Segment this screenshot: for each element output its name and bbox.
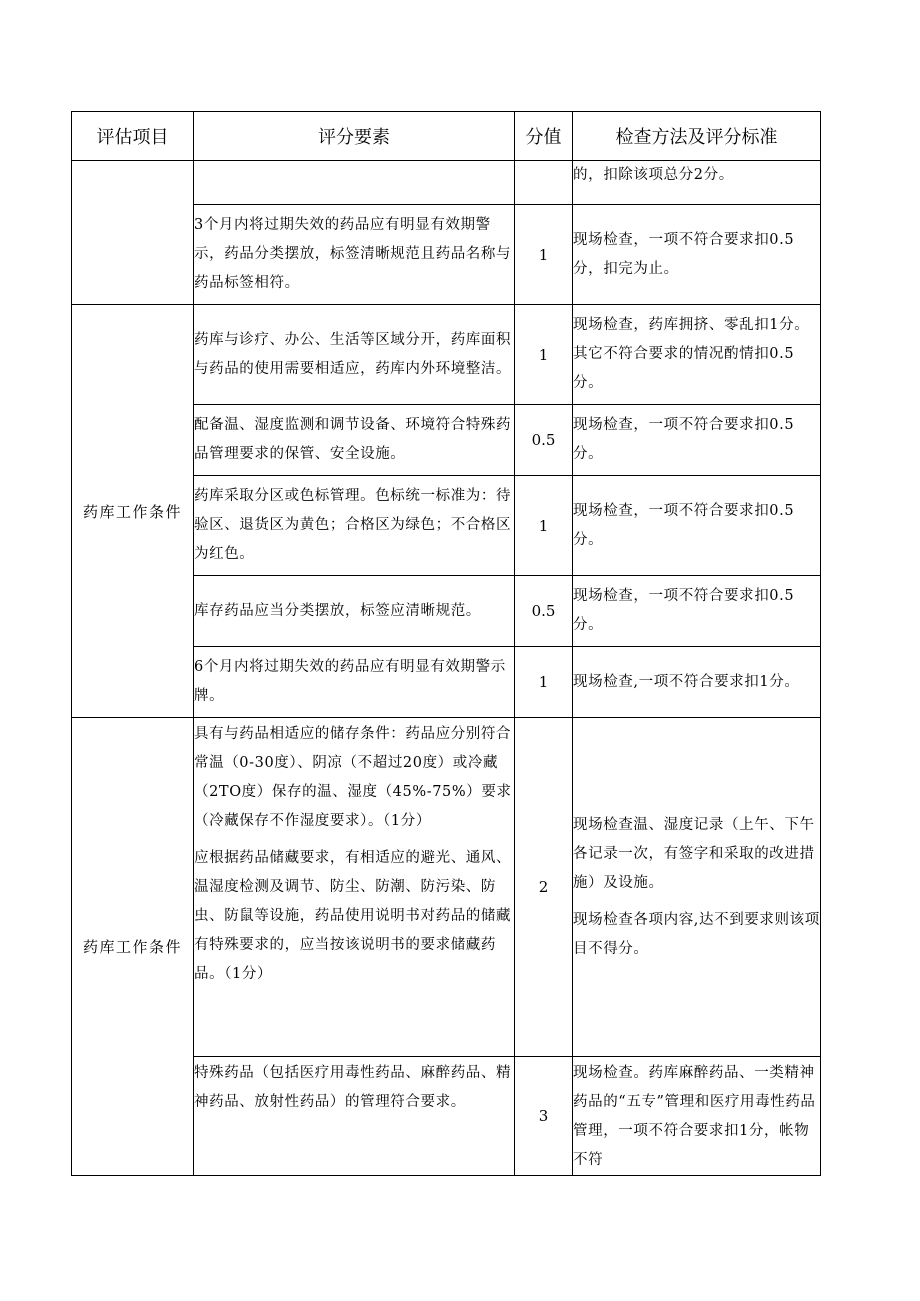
category-cell: 药库工作条件 <box>72 305 194 718</box>
table-row <box>72 718 821 1057</box>
criteria-cell: 6个月内将过期失效的药品应有明显有效期警示牌。 <box>194 647 515 718</box>
method-cell <box>573 718 821 1057</box>
score-cell: 1 <box>515 205 573 305</box>
method-cell: 现场检查，一项不符合要求扣0.5分，扣完为止。 <box>573 205 821 305</box>
category-cell: 药库工作条件 <box>72 718 194 1176</box>
header-score: 分值 <box>515 112 573 161</box>
criteria-cell: 药库与诊疗、办公、生活等区域分开，药库面积与药品的使用需要相适应，药库内外环境整洁。 <box>194 305 515 405</box>
score-cell: 0.5 <box>515 576 573 647</box>
method-cell: 现场检查，药库拥挤、零乱扣1分。其它不符合要求的情况酌情扣0.5分。 <box>573 305 821 405</box>
header-item: 评估项目 <box>72 112 194 161</box>
method-cell: 现场检查,一项不符合要求扣1分。 <box>573 647 821 718</box>
method-cell: 现场检查。药库麻醉药品、一类精神药品的“五专”管理和医疗用毒性药品管理，一项不符合要求扣1分，帐物不符 <box>573 1057 821 1176</box>
header-criteria: 评分要素 <box>194 112 515 161</box>
criteria-cell: 3个月内将过期失效的药品应有明显有效期警示，药品分类摆放，标签清晰规范且药品名称与药品标签相符。 <box>194 205 515 305</box>
criteria-cell: 配备温、湿度监测和调节设备、环境符合特殊药品管理要求的保管、安全设施。 <box>194 405 515 476</box>
method-cell: 现场检查，一项不符合要求扣0.5分。 <box>573 405 821 476</box>
score-cell: 2 <box>515 718 573 1057</box>
score-cell: 0.5 <box>515 405 573 476</box>
table-row <box>72 305 821 405</box>
header-method: 检查方法及评分标准 <box>573 112 821 161</box>
criteria-cell: 特殊药品（包括医疗用毒性药品、麻醉药品、精神药品、放射性药品）的管理符合要求。 <box>194 1057 515 1176</box>
method-paragraph: 现场检查各项内容,达不到要求则该项目不得分。 <box>573 911 820 957</box>
criteria-paragraph: 应根据药品储藏要求，有相适应的避光、通风、温湿度检测及调节、防尘、防潮、防污染、防虫、防鼠等设施，药品使用说明书对药品的储藏有特殊要求的，应当按该说明书的要求储藏药品。（1分） <box>194 850 512 982</box>
score-cell: 3 <box>515 1057 573 1176</box>
criteria-cell: 库存药品应当分类摆放，标签应清晰规范。 <box>194 576 515 647</box>
evaluation-table <box>71 111 821 1176</box>
category-cell-empty <box>72 161 194 305</box>
method-cell: 现场检查，一项不符合要求扣0.5分。 <box>573 476 821 576</box>
score-cell: 1 <box>515 476 573 576</box>
criteria-cell: 药库采取分区或色标管理。色标统一标准为：待验区、退货区为黄色；合格区为绿色；不合格区为红色。 <box>194 476 515 576</box>
score-cell: 1 <box>515 647 573 718</box>
header-row <box>72 112 821 161</box>
score-cell: 1 <box>515 305 573 405</box>
criteria-paragraph: 具有与药品相适应的储存条件：药品应分别符合常温（0-30度）、阴凉（不超过20度）或冷藏（2TO度）保存的温、湿度（45%-75%）要求（冷藏保存不作湿度要求）。（1分） <box>194 726 512 829</box>
criteria-cell <box>194 161 515 205</box>
score-cell <box>515 161 573 205</box>
criteria-cell <box>194 718 515 1057</box>
method-cell: 现场检查，一项不符合要求扣0.5分。 <box>573 576 821 647</box>
method-paragraph: 现场检查温、湿度记录（上午、下午各记录一次，有签字和采取的改进措施）及设施。 <box>573 816 815 891</box>
method-cell: 的，扣除该项总分2分。 <box>573 161 821 205</box>
table-row <box>72 161 821 205</box>
